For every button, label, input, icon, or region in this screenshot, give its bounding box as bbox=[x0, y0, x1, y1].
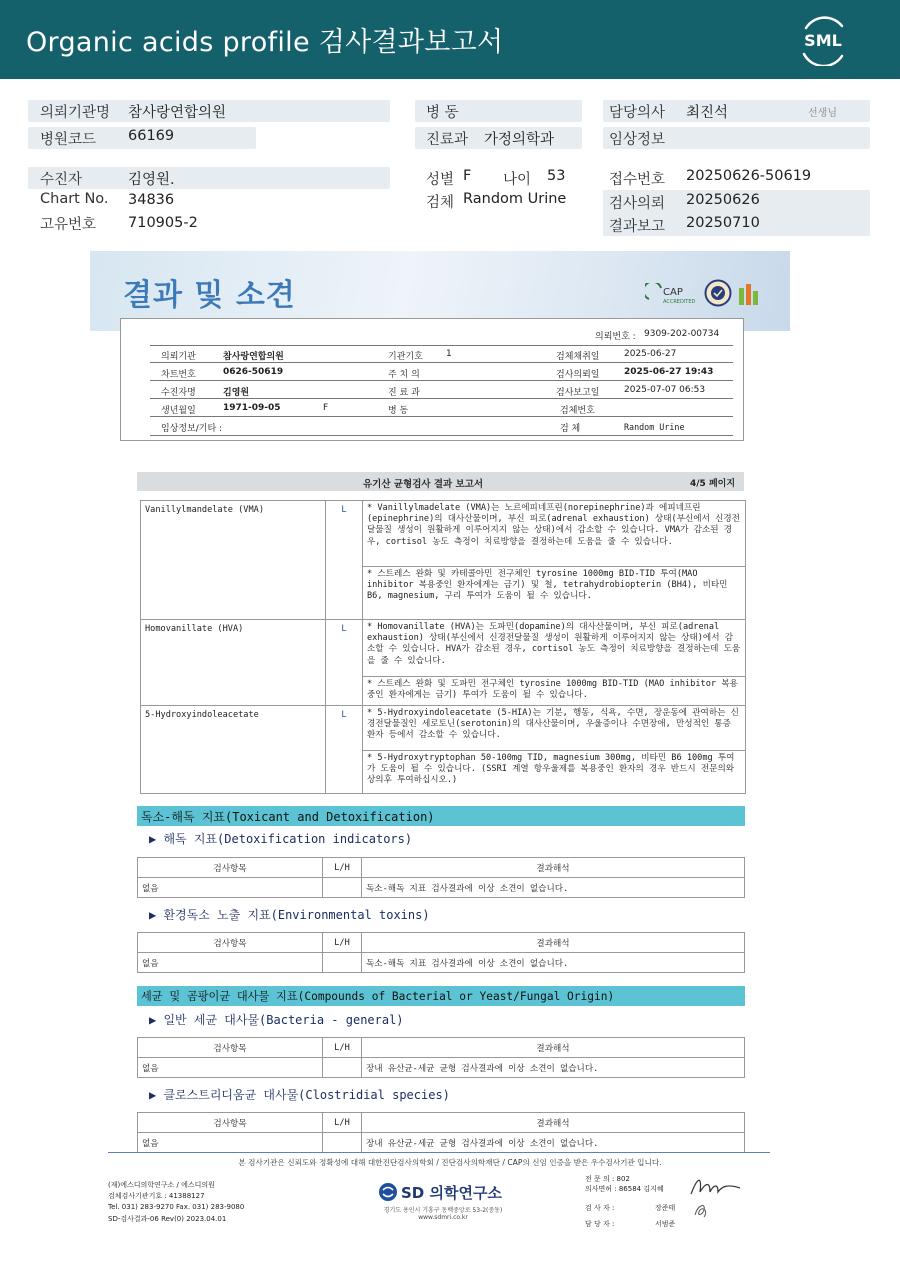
req-value: F bbox=[323, 403, 329, 413]
item-interp: 독소-해독 지표 검사결과에 이상 소견이 없습니다. bbox=[362, 878, 745, 898]
specimen-label: 검체 bbox=[426, 195, 455, 211]
req-label: 검사보고일 bbox=[556, 388, 600, 398]
col-interp-header: 결과해석 bbox=[362, 858, 745, 878]
table-row bbox=[138, 878, 745, 898]
col-item-header: 검사항목 bbox=[138, 933, 323, 953]
lab-name: (재)에스디의학연구소 / 에스디의원 bbox=[108, 1181, 215, 1189]
item-interp: * 스트레스 완화 및 도파민 전구체인 tyrosine 1000mg BID-TID (MAO inhibitor 복용중인 환자에게는 금기) 투여가 도움이 될 수 있습니다. bbox=[363, 677, 746, 706]
sml-logo-icon bbox=[796, 14, 850, 66]
req-date-label: 검사의뢰 bbox=[609, 196, 666, 212]
req-label: 기관기호 bbox=[388, 352, 423, 362]
req-label: 의뢰기관 bbox=[161, 352, 196, 362]
hospital-code-label: 병원코드 bbox=[40, 132, 97, 148]
table-row bbox=[138, 1058, 745, 1078]
report-date-label: 결과보고 bbox=[609, 219, 666, 235]
req-value: 1 bbox=[446, 349, 452, 359]
clostridial-table bbox=[137, 1112, 745, 1153]
chart-label: Chart No. bbox=[40, 191, 109, 207]
item-interp: 장내 유산균-세균 균형 검사결과에 이상 소견이 없습니다. bbox=[362, 1133, 745, 1153]
table-row bbox=[141, 501, 746, 567]
table-row bbox=[141, 620, 746, 677]
sign-license: 의사면허 : 86584 김지혜 bbox=[585, 1185, 664, 1193]
receipt-value: 20250626-50619 bbox=[686, 168, 812, 184]
col-lh-header: L/H bbox=[323, 1113, 362, 1133]
tester-signature-icon bbox=[692, 1200, 710, 1220]
req-label: 검체번호 bbox=[560, 406, 595, 416]
table-header-row bbox=[138, 858, 745, 878]
item-interp: * Homovanillate (HVA)는 도파민(dopamine)의 대사산물이며, 부신 피로(adrenal exhaustion) 상태(부신에서 신경전달물질 생성이 원활하게 이루어지지 않는 상태)에서 감소할 수 있습니다. HVA가 감소된 경우, cortisol 농도 측정이 치료방향을 결정하는데 도움을 줄 수 있습니다. bbox=[363, 620, 746, 677]
req-label: 주 치 의 bbox=[388, 370, 420, 380]
col-lh-header: L/H bbox=[323, 858, 362, 878]
accreditation-seal-icon bbox=[704, 279, 732, 307]
sign-tester: 장준태 bbox=[655, 1204, 676, 1212]
req-value: 김영원 bbox=[223, 388, 250, 398]
clinical-label: 임상정보 bbox=[609, 132, 666, 148]
request-no-value: 9309-202-00734 bbox=[644, 329, 720, 339]
detox-table bbox=[137, 857, 745, 898]
item-name: 없음 bbox=[138, 1058, 323, 1078]
doctor-signature-icon bbox=[688, 1174, 744, 1200]
cap-accredited-logo-icon bbox=[645, 283, 703, 307]
item-interp: 독소-해독 지표 검사결과에 이상 소견이 없습니다. bbox=[362, 953, 745, 973]
info-bar bbox=[28, 167, 390, 189]
request-no-label: 의뢰번호 : bbox=[595, 332, 636, 342]
table-header-row bbox=[138, 933, 745, 953]
unique-value: 710905-2 bbox=[128, 215, 198, 231]
item-name: 5-Hydroxyindoleacetate bbox=[141, 706, 326, 794]
req-value: 1971-09-05 bbox=[223, 403, 281, 413]
sign-manager-label: 담 당 자 : bbox=[585, 1220, 615, 1228]
footer-divider bbox=[108, 1152, 770, 1153]
lab-code: 검체검사기관기호 : 41388127 bbox=[108, 1192, 205, 1200]
results-table bbox=[140, 500, 746, 794]
sex-label: 성별 bbox=[426, 172, 455, 188]
report-header bbox=[0, 0, 900, 79]
patient-label: 수진자 bbox=[40, 172, 83, 188]
item-lh bbox=[323, 1133, 362, 1153]
item-lh: L bbox=[326, 706, 363, 794]
age-label: 나이 bbox=[503, 172, 532, 188]
specimen-value: Random Urine bbox=[463, 191, 567, 207]
bacteria-table bbox=[137, 1037, 745, 1078]
lab-phone: Tel. 031) 283-9270 Fax. 031) 283-9080 bbox=[108, 1203, 245, 1211]
item-interp: 장내 유산균-세균 균형 검사결과에 이상 소견이 없습니다. bbox=[362, 1058, 745, 1078]
sub-clostridial: ▶ 클로스트리디움균 대사물(Clostridial species) bbox=[149, 1088, 450, 1102]
svg-text:SD 의학연구소: SD 의학연구소 bbox=[401, 1184, 502, 1202]
req-label: 검사의뢰일 bbox=[556, 370, 600, 380]
col-interp-header: 결과해석 bbox=[362, 1113, 745, 1133]
chart-value: 34836 bbox=[128, 192, 175, 208]
report-title: Organic acids profile 검사결과보고서 bbox=[26, 27, 504, 58]
req-label: 진 료 과 bbox=[388, 388, 420, 398]
item-name: Vanillylmandelate (VMA) bbox=[141, 501, 326, 620]
lab-doc-version: SD-검사결과-06 Rev(0) 2023.04.01 bbox=[108, 1215, 227, 1223]
section-toxicant: 독소-해독 지표(Toxicant and Detoxification) bbox=[137, 806, 745, 826]
page-number: 4/5 페이지 bbox=[690, 479, 736, 489]
col-item-header: 검사항목 bbox=[138, 1038, 323, 1058]
col-interp-header: 결과해석 bbox=[362, 1038, 745, 1058]
req-label: 검체채취일 bbox=[556, 352, 600, 362]
requester-label: 의뢰기관명 bbox=[40, 105, 111, 121]
item-lh: L bbox=[326, 620, 363, 706]
req-label: 검 체 bbox=[560, 424, 581, 434]
item-name: 없음 bbox=[138, 1133, 323, 1153]
item-lh bbox=[323, 1058, 362, 1078]
age-value: 53 bbox=[547, 168, 566, 184]
receipt-label: 접수번호 bbox=[609, 172, 666, 188]
sub-detox: ▶ 해독 지표(Detoxification indicators) bbox=[149, 832, 413, 846]
item-lh bbox=[323, 878, 362, 898]
item-interp: * 5-Hydroxytryptophan 50-100mg TID, magnesium 300mg, 비타민 B6 100mg 투여가 도움이 될 수 있습니다. (SSRI 계열 항우울제를 복용중인 환자의 경우 반드시 전문의와 상의후 투여하십시오.) bbox=[363, 751, 746, 794]
doctor-label: 담당의사 bbox=[609, 105, 666, 121]
sub-env-toxins: ▶ 환경독소 노출 지표(Environmental toxins) bbox=[149, 908, 430, 922]
item-lh: L bbox=[326, 501, 363, 620]
sd-lab-logo-icon bbox=[378, 1181, 508, 1203]
req-date-value: 20250626 bbox=[686, 192, 760, 208]
col-lh-header: L/H bbox=[323, 933, 362, 953]
sign-specialist: 전 문 의 : 802 bbox=[585, 1175, 630, 1183]
dept-value: 가정의학과 bbox=[484, 132, 555, 148]
unique-label: 고유번호 bbox=[40, 217, 97, 233]
patient-value: 김영원. bbox=[128, 172, 175, 188]
hospital-code-value: 66169 bbox=[128, 128, 175, 144]
footer-note: 본 검사기관은 신뢰도와 정확성에 대해 대한진단검사의학회 / 진단검사의학재단 / CAP의 신임 인증을 받은 우수검사기관 입니다. bbox=[238, 1158, 662, 1167]
table-header-row bbox=[138, 1113, 745, 1133]
sex-value: F bbox=[463, 168, 472, 184]
table-row bbox=[141, 706, 746, 751]
col-item-header: 검사항목 bbox=[138, 1113, 323, 1133]
req-value: 2025-06-27 bbox=[624, 349, 677, 359]
item-interp: * 5-Hydroxyindoleacetate (5-HIA)는 기분, 행동, 식욕, 수면, 장운동에 관여하는 신경전달물질인 세로토닌(serotonin)의 대사산물이며, 우울증이나 수면장애, 만성적인 통증 환자 등에서 감소할 수 있습니다. bbox=[363, 706, 746, 751]
doctor-suffix: 선생님 bbox=[808, 108, 837, 119]
req-label: 생년월일 bbox=[161, 406, 196, 416]
sign-manager: 서범준 bbox=[655, 1220, 676, 1228]
env-toxins-table bbox=[137, 932, 745, 973]
requester-value: 참사랑연합의원 bbox=[128, 105, 227, 121]
svg-text:ACCREDITED: ACCREDITED bbox=[663, 299, 696, 305]
sign-tester-label: 검 사 자 : bbox=[585, 1204, 615, 1212]
sml-logo-text: SML bbox=[804, 31, 842, 50]
req-label: 임상정보/기타 : bbox=[161, 424, 223, 434]
req-value: 2025-07-07 06:53 bbox=[624, 385, 706, 395]
item-name: 없음 bbox=[138, 878, 323, 898]
table-row bbox=[138, 953, 745, 973]
table-header-row bbox=[138, 1038, 745, 1058]
col-lh-header: L/H bbox=[323, 1038, 362, 1058]
lab-address: 경기도 용인시 기흥구 동백중앙로 53-2(중동) bbox=[383, 1207, 503, 1214]
req-value: 0626-50619 bbox=[223, 367, 284, 377]
item-name: Homovanillate (HVA) bbox=[141, 620, 326, 706]
item-name: 없음 bbox=[138, 953, 323, 973]
req-value: Random Urine bbox=[624, 422, 685, 432]
ward-label: 병 동 bbox=[426, 105, 459, 121]
report-date-value: 20250710 bbox=[686, 215, 760, 231]
svg-text:CAP: CAP bbox=[663, 287, 683, 298]
col-item-header: 검사항목 bbox=[138, 858, 323, 878]
col-interp-header: 결과해석 bbox=[362, 933, 745, 953]
item-interp: * Vanillylmadelate (VMA)는 노르에피네프린(norepinephrine)과 에피네프린(epinephrine)의 대사산물이며, 부신 피로(adrenal exhaustion) 상태(부신에서 신경전달물질 생성이 원활하게 이루어지지 않는 상태)에서 감소할 수 있습니다. VMA가 감소된 경우, cortisol 농도 측정이 치료방향을 결정하는데 도움을 줄 수 있습니다. bbox=[363, 501, 746, 567]
lab-website: www.sdmri.co.kr bbox=[418, 1214, 468, 1221]
doctor-value: 최진석 bbox=[686, 105, 729, 121]
req-label: 병 동 bbox=[388, 406, 409, 416]
req-label: 차트번호 bbox=[161, 370, 196, 380]
req-value: 참사랑연합의원 bbox=[223, 352, 284, 362]
item-interp: * 스트레스 완화 및 카테콜아민 전구체인 tyrosine 1000mg BID-TID 투여(MAO inhibitor 복용중인 환자에게는 금기) 및 철, tetrahydrobiopterin (BH4), 비타민 B6, magnesium, 구리 투여가 도움이 될 수 있습니다. bbox=[363, 567, 746, 620]
lab-certification-logo-icon bbox=[737, 282, 761, 306]
report-band-title: 결과 및 소견 bbox=[123, 278, 296, 313]
sub-bacteria-general: ▶ 일반 세균 대사물(Bacteria - general) bbox=[149, 1013, 404, 1027]
dept-label: 진료과 bbox=[426, 132, 469, 148]
req-label: 수진자명 bbox=[161, 388, 196, 398]
section-bacterial: 세균 및 곰팡이균 대사물 지표(Compounds of Bacterial or Yeast/Fungal Origin) bbox=[137, 986, 745, 1006]
item-lh bbox=[323, 953, 362, 973]
table-row bbox=[138, 1133, 745, 1153]
req-value: 2025-06-27 19:43 bbox=[624, 367, 714, 377]
page-title: 유기산 균형검사 결과 보고서 bbox=[363, 479, 484, 490]
